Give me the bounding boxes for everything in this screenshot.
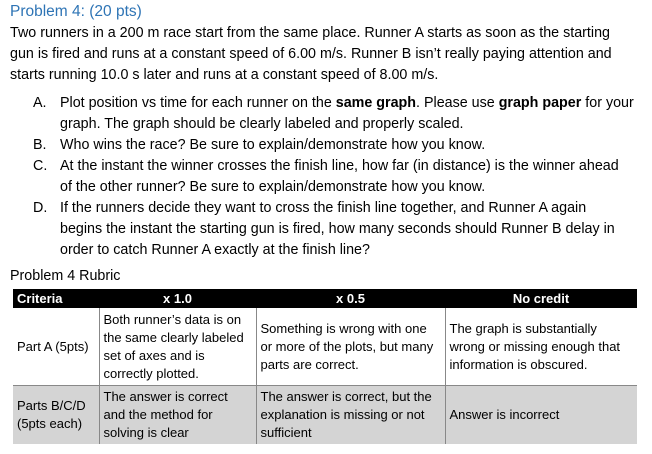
criteria-cell: Parts B/C/D (5pts each) <box>13 386 99 445</box>
column-header-none: No credit <box>445 289 637 308</box>
half-credit-cell: Something is wrong with one or more of the plots, but many parts are correct. <box>256 308 445 386</box>
question-d <box>33 198 643 261</box>
table-row <box>13 308 637 386</box>
rubric-table <box>13 289 637 444</box>
problem-intro <box>10 23 640 86</box>
column-header-half: x 0.5 <box>256 289 445 308</box>
intro-line: gun is fired and runs at a constant speed of 6.00 m/s. Runner B isn’t really paying attention and <box>10 46 612 62</box>
question-line: Who wins the race? Be sure to explain/demonstrate how you know. <box>60 137 486 153</box>
no-credit-cell: The graph is substantially wrong or missing enough that information is obscured. <box>445 308 637 386</box>
question-c <box>33 156 643 198</box>
intro-line: Two runners in a 200 m race start from the same place. Runner A starts as soon as the starting <box>10 25 610 41</box>
column-header-full: x 1.0 <box>99 289 256 308</box>
intro-line: starts running 10.0 s later and runs at a constant speed of 8.00 m/s. <box>10 67 439 83</box>
rubric-header-row <box>13 289 637 308</box>
criteria-cell: Part A (5pts) <box>13 308 99 386</box>
table-row <box>13 386 637 445</box>
question-list <box>33 93 643 261</box>
rubric-title: Problem 4 Rubric <box>10 268 121 284</box>
full-credit-cell: Both runner’s data is on the same clearly labeled set of axes and is correctly plotted. <box>99 308 256 386</box>
question-line: order to catch Runner A exactly at the finish line? <box>60 242 370 258</box>
question-line: At the instant the winner crosses the finish line, how far (in distance) is the winner ahead <box>60 158 619 174</box>
question-line: Plot position vs time for each runner on the same graph. Please use graph paper for your <box>60 95 634 111</box>
question-a <box>33 93 643 135</box>
question-letter: B. <box>33 137 47 153</box>
column-header-criteria: Criteria <box>13 289 99 308</box>
half-credit-cell: The answer is correct, but the explanation is missing or not sufficient <box>256 386 445 445</box>
question-line: begins the instant the starting gun is fired, how many seconds should Runner B delay in <box>60 221 615 237</box>
question-b <box>33 135 643 156</box>
question-line: of the other runner? Be sure to explain/demonstrate how you know. <box>60 179 486 195</box>
question-letter: D. <box>33 200 48 216</box>
question-line: If the runners decide they want to cross the finish line together, and Runner A again <box>60 200 587 216</box>
full-credit-cell: The answer is correct and the method for solving is clear <box>99 386 256 445</box>
problem-title: Problem 4: (20 pts) <box>10 3 142 20</box>
question-line: graph. The graph should be clearly labeled and properly scaled. <box>60 116 464 132</box>
question-letter: A. <box>33 95 47 111</box>
no-credit-cell: Answer is incorrect <box>445 386 637 445</box>
question-letter: C. <box>33 158 48 174</box>
